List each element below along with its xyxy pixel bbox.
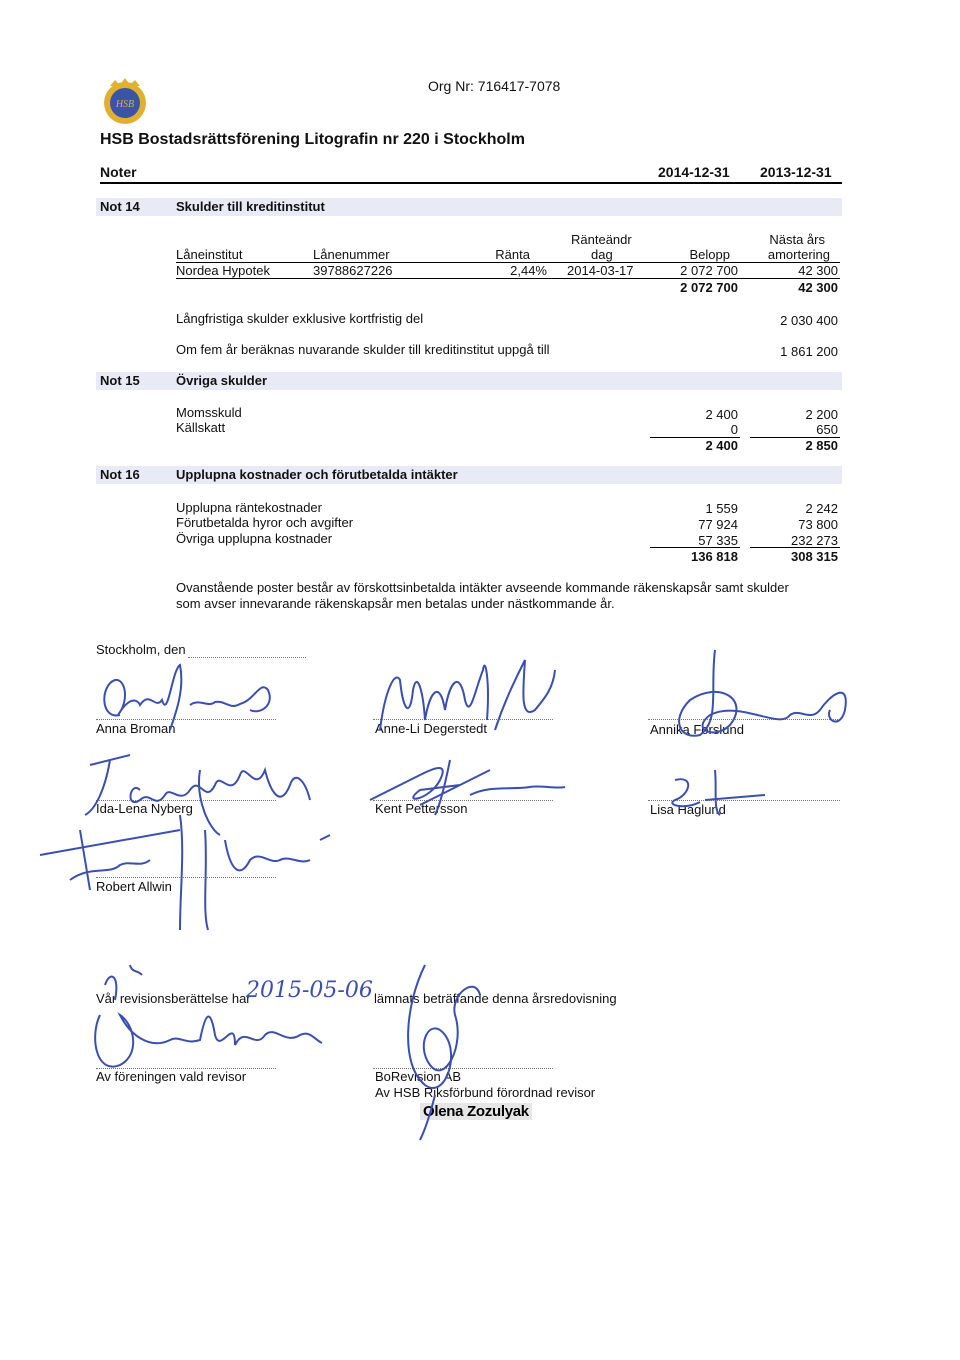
signature-line bbox=[648, 800, 840, 801]
longterm-value: 2 030 400 bbox=[780, 313, 838, 328]
loan-rate-change: 2014-03-17 bbox=[567, 263, 634, 278]
signature-line bbox=[373, 719, 553, 720]
row-current: 0 bbox=[730, 422, 738, 437]
loan-total-amount: 2 072 700 bbox=[680, 280, 738, 295]
signer-name: Lisa Haglund bbox=[650, 802, 726, 817]
row-label: Övriga upplupna kostnader bbox=[176, 531, 333, 546]
auditor-name-stamp: Olena Zozulyak bbox=[420, 1103, 532, 1120]
auditor-company: BoRevision AB bbox=[375, 1069, 461, 1084]
audit-text-post: lämnats beträffande denna årsredovisning bbox=[374, 991, 617, 1006]
loan-total-amort: 42 300 bbox=[798, 280, 838, 295]
row-previous: 232 273 bbox=[791, 533, 838, 548]
signature-ida-lena-nyberg bbox=[70, 740, 330, 840]
row-current: 57 335 bbox=[698, 533, 738, 548]
signer-name: Anne-Li Degerstedt bbox=[375, 721, 488, 736]
notes-label: Noter bbox=[100, 164, 137, 180]
signature-robert-allwin bbox=[30, 810, 410, 940]
notes-header bbox=[100, 164, 842, 184]
row-label: Upplupna räntekostnader bbox=[176, 500, 322, 515]
sum-rule bbox=[650, 547, 740, 548]
col-rate: Ränta bbox=[495, 247, 530, 262]
date-current: 2014-12-31 bbox=[658, 164, 730, 180]
note-15-header bbox=[96, 372, 842, 390]
note-title: Övriga skulder bbox=[176, 373, 268, 388]
logo-text: HSB bbox=[115, 99, 135, 110]
row-label: Momsskuld bbox=[176, 405, 242, 420]
row-current: 2 400 bbox=[705, 407, 738, 422]
col-next-amort-1: Nästa års bbox=[769, 232, 825, 247]
signature-line bbox=[96, 877, 276, 878]
place-label: Stockholm, den bbox=[96, 642, 186, 657]
total-current: 136 818 bbox=[691, 549, 738, 564]
auditor-right-label: Av HSB Riksförbund förordnad revisor bbox=[375, 1085, 596, 1100]
loan-number: 39788627226 bbox=[313, 263, 393, 278]
row-label: Källskatt bbox=[176, 420, 226, 435]
signer-name: Anna Broman bbox=[96, 721, 176, 736]
handwritten-date: 2015-05-06 bbox=[246, 978, 373, 1003]
signer-name: Kent Pettersson bbox=[375, 801, 468, 816]
row-current: 77 924 bbox=[698, 517, 738, 532]
note-title: Upplupna kostnader och förutbetalda intäkter bbox=[176, 467, 458, 482]
association-name: HSB Bostadsrättsförening Litografin nr 220 i Stockholm bbox=[100, 131, 525, 148]
sum-rule bbox=[750, 547, 840, 548]
longterm-label: Långfristiga skulder exklusive kortfristig del bbox=[176, 311, 424, 326]
row-previous: 2 200 bbox=[805, 407, 838, 422]
hsb-logo bbox=[100, 76, 150, 126]
auditor-left-label: Av föreningen vald revisor bbox=[96, 1069, 247, 1084]
row-previous: 73 800 bbox=[798, 517, 838, 532]
org-number: Org Nr: 716417-7078 bbox=[428, 78, 561, 94]
note-text-line-1: Ovanstående poster består av förskottsinbetalda intäkter avseende kommande räkenskapsår samt skulder bbox=[176, 580, 789, 595]
row-current: 1 559 bbox=[705, 501, 738, 516]
note-14-header bbox=[96, 198, 842, 216]
col-next-amort-2: amortering bbox=[767, 247, 830, 262]
row-label: Förutbetalda hyror och avgifter bbox=[176, 515, 354, 530]
col-lender: Låneinstitut bbox=[176, 247, 243, 262]
loan-amount: 2 072 700 bbox=[680, 263, 738, 278]
loan-next-amort: 42 300 bbox=[798, 263, 838, 278]
total-previous: 2 850 bbox=[805, 438, 838, 453]
col-rate-change-1: Ränteändr bbox=[571, 232, 632, 247]
loan-rate: 2,44% bbox=[510, 263, 547, 278]
note-number: Not 16 bbox=[100, 467, 140, 482]
total-current: 2 400 bbox=[705, 438, 738, 453]
note-number: Not 15 bbox=[100, 373, 140, 388]
row-rule bbox=[176, 278, 840, 279]
total-previous: 308 315 bbox=[791, 549, 838, 564]
col-loan-number: Lånenummer bbox=[313, 247, 390, 262]
fiveyear-value: 1 861 200 bbox=[780, 344, 838, 359]
signature-line bbox=[648, 719, 840, 720]
loan-lender: Nordea Hypotek bbox=[176, 263, 270, 278]
signer-name: Ida-Lena Nyberg bbox=[96, 801, 193, 816]
col-amount: Belopp bbox=[689, 247, 730, 262]
note-text-line-2: som avser innevarande räkenskapsår men betalas under nästkommande år. bbox=[176, 596, 615, 611]
date-line bbox=[188, 657, 306, 658]
row-previous: 2 242 bbox=[805, 501, 838, 516]
signature-line bbox=[96, 719, 276, 720]
signer-name: Annika Forslund bbox=[650, 722, 744, 737]
signer-name: Robert Allwin bbox=[96, 879, 172, 894]
col-rate-change-2: dag bbox=[591, 247, 613, 262]
note-number: Not 14 bbox=[100, 199, 140, 214]
audit-text-pre: Vår revisionsberättelse har bbox=[96, 991, 251, 1006]
note-16-header bbox=[96, 466, 842, 484]
fiveyear-label: Om fem år beräknas nuvarande skulder till kreditinstitut uppgå till bbox=[176, 342, 550, 357]
row-previous: 650 bbox=[816, 422, 838, 437]
date-previous: 2013-12-31 bbox=[760, 164, 832, 180]
note-title: Skulder till kreditinstitut bbox=[176, 199, 325, 214]
